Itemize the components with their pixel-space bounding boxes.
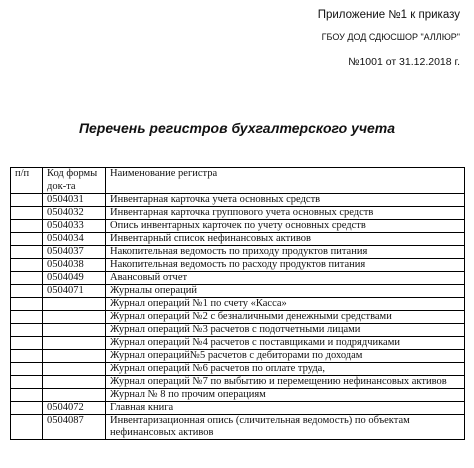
row-number — [11, 272, 43, 285]
register-name: Журнал операций №7 по выбытию и перемещению нефинансовых активов — [106, 376, 465, 389]
row-number — [11, 389, 43, 402]
register-name: Инвентарный список нефинансовых активов — [106, 233, 465, 246]
register-name: Журнал операций №6 расчетов по оплате труда, — [106, 363, 465, 376]
row-number — [11, 233, 43, 246]
form-code: 0504071 — [43, 285, 106, 298]
register-name: Инвентарная карточка учета основных средств — [106, 194, 465, 207]
form-code: 0504037 — [43, 246, 106, 259]
form-code: 0504033 — [43, 220, 106, 233]
row-number — [11, 337, 43, 350]
form-code — [43, 324, 106, 337]
register-name: Главная книга — [106, 402, 465, 415]
register-name: Журнал операций№5 расчетов с дебиторами по доходам — [106, 350, 465, 363]
form-code — [43, 337, 106, 350]
table-row — [11, 363, 465, 376]
table-row — [11, 246, 465, 259]
table-row — [11, 376, 465, 389]
row-number — [11, 415, 43, 440]
column-header-number: п/п — [11, 168, 43, 194]
document-title: Перечень регистров бухгалтерского учета — [78, 120, 396, 136]
order-appendix-line: Приложение №1 к приказу — [317, 9, 460, 21]
table-row — [11, 389, 465, 402]
table-row — [11, 285, 465, 298]
row-number — [11, 324, 43, 337]
table-row — [11, 194, 465, 207]
row-number — [11, 363, 43, 376]
register-name: Опись инвентарных карточек по учету основных средств — [106, 220, 465, 233]
form-code: 0504038 — [43, 259, 106, 272]
table-row — [11, 415, 465, 440]
table-row — [11, 220, 465, 233]
row-number — [11, 285, 43, 298]
table-row — [11, 311, 465, 324]
row-number — [11, 311, 43, 324]
register-name: Журнал операций №4 расчетов с поставщиками и подрядчиками — [106, 337, 465, 350]
form-code: 0504032 — [43, 207, 106, 220]
table-row — [11, 298, 465, 311]
registers-table — [10, 167, 465, 440]
form-code — [43, 350, 106, 363]
table-row — [11, 272, 465, 285]
form-code: 0504072 — [43, 402, 106, 415]
column-header-form-code: Код формы док-та — [43, 168, 106, 194]
row-number — [11, 402, 43, 415]
row-number — [11, 194, 43, 207]
row-number — [11, 246, 43, 259]
register-name: Журналы операций — [106, 285, 465, 298]
table-row — [11, 402, 465, 415]
organization-name-line: ГБОУ ДОД СДЮСШОР "АЛЛЮР" — [321, 32, 460, 42]
register-name: Накопительная ведомость по приходу продуктов питания — [106, 246, 465, 259]
form-code — [43, 298, 106, 311]
table-header-row — [11, 168, 465, 194]
register-name: Журнал № 8 по прочим операциям — [106, 389, 465, 402]
register-name: Авансовый отчет — [106, 272, 465, 285]
row-number — [11, 259, 43, 272]
register-name: Инвентарная карточка группового учета основных средств — [106, 207, 465, 220]
table-row — [11, 207, 465, 220]
form-code — [43, 389, 106, 402]
table-row — [11, 337, 465, 350]
table-row — [11, 233, 465, 246]
register-name: Журнал операций №1 по счету «Касса» — [106, 298, 465, 311]
form-code: 0504034 — [43, 233, 106, 246]
order-number-date-line: №1001 от 31.12.2018 г. — [348, 56, 460, 68]
column-header-register-name: Наименование регистра — [106, 168, 465, 194]
form-code — [43, 376, 106, 389]
register-name: Накопительная ведомость по расходу продуктов питания — [106, 259, 465, 272]
form-code: 0504031 — [43, 194, 106, 207]
row-number — [11, 298, 43, 311]
row-number — [11, 207, 43, 220]
row-number — [11, 376, 43, 389]
row-number — [11, 350, 43, 363]
table-row — [11, 259, 465, 272]
form-code — [43, 363, 106, 376]
table-row — [11, 324, 465, 337]
register-name: Журнал операций №3 расчетов с подотчетными лицами — [106, 324, 465, 337]
register-name: Инвентаризационная опись (сличительная ведомость) по объектам нефинансовых активов — [106, 415, 465, 440]
row-number — [11, 220, 43, 233]
table-row — [11, 350, 465, 363]
form-code: 0504087 — [43, 415, 106, 440]
form-code — [43, 311, 106, 324]
register-name: Журнал операций №2 с безналичными денежными средствами — [106, 311, 465, 324]
form-code: 0504049 — [43, 272, 106, 285]
